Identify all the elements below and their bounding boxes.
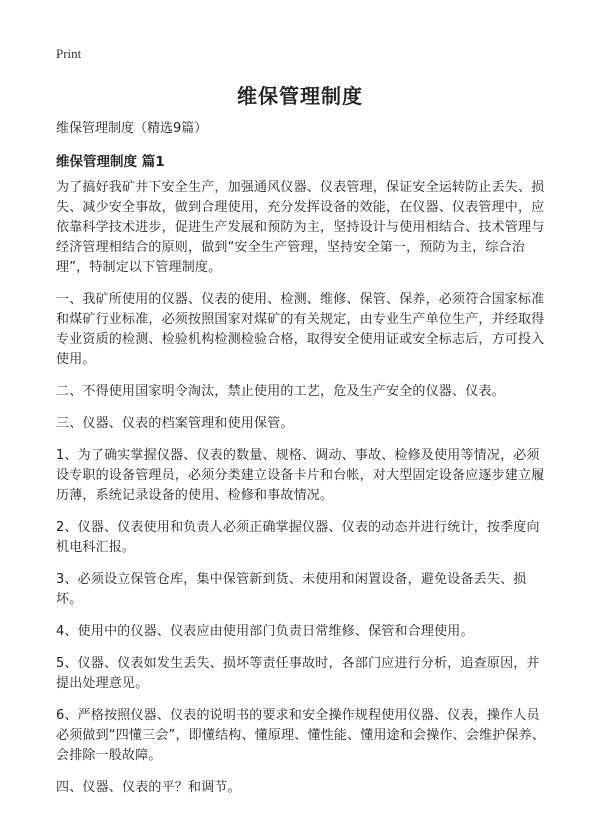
- paragraph-item-3: 3、必须设立保管仓库，集中保管新到货、未使用和闲置设备，避免设备丢失、损坏。: [56, 572, 527, 607]
- paragraph-item-6: 6、严格按照仪器、仪表的说明书的要求和安全操作规程使用仪器、仪表，操作人员必须做到“四懂三会”，即懂结构、懂原理、懂性能、懂用途和会操作、会维护保养、会排除一般故障。: [56, 708, 546, 763]
- paragraph-item-1: 1、为了确实掌握仪器、仪表的数量、规格、调动、事故、检修及使用等情况，必须设专职的设备管理员，必须分类建立设备卡片和台帐，对大型固定设备应逐步建立履历薄，系统记录设备的使用、检修和事故情况。: [56, 448, 545, 503]
- paragraph-clause-1: 一、我矿所使用的仪器、仪表的使用、检测、维修、保管、保养，必须符合国家标准和煤矿行业标准，必须按照国家对煤矿的有关规定，由专业生产单位生产，并经取得专业资质的检测、检验机构检测检验合格，取得安全使用证或安全标志后，方可投入使用。: [56, 292, 545, 367]
- paragraph-clause-3: 三、仪器、仪表的档案管理和使用保管。: [56, 416, 294, 431]
- document-body: [56, 178, 550, 810]
- section-heading: 维保管理制度 篇1: [56, 154, 165, 170]
- print-link[interactable]: Print: [56, 46, 82, 61]
- paragraph-item-4: 4、使用中的仪器、仪表应由使用部门负责日常维修、保管和合理使用。: [56, 624, 474, 639]
- paragraph-intro: 为了搞好我矿井下安全生产，加强通风仪器、仪表管理，保证安全运转防止丢失、损失、减少安全事故，做到合理使用，充分发挥设备的效能，在仪器、仪表管理中，应依靠科学技术进步，促进生产发展和预防为主，坚持设计与使用相结合、技术管理与经济管理相结合的原则，做到“安全生产管理，坚持安全第一，预防为主，综合治理”，特制定以下管理制度。: [56, 180, 545, 275]
- paragraph-clause-2: 二、不得使用国家明令淘汰，禁止使用的工艺，危及生产安全的仪器、仪表。: [56, 384, 505, 399]
- document-title: 维保管理制度: [237, 84, 363, 108]
- paragraph-clause-4: 四、仪器、仪表的平？和调节。: [56, 780, 241, 795]
- document-subtitle: 维保管理制度（精选9篇）: [56, 121, 208, 136]
- paragraph-item-2: 2、仪器、仪表使用和负责人必须正确掌握仪器、仪表的动态并进行统计，按季度向机电科汇报。: [56, 520, 540, 555]
- paragraph-item-5: 5、仪器、仪表如发生丢失、损坏等责任事故时，各部门应进行分析，追查原因，并提出处理意见。: [56, 656, 540, 691]
